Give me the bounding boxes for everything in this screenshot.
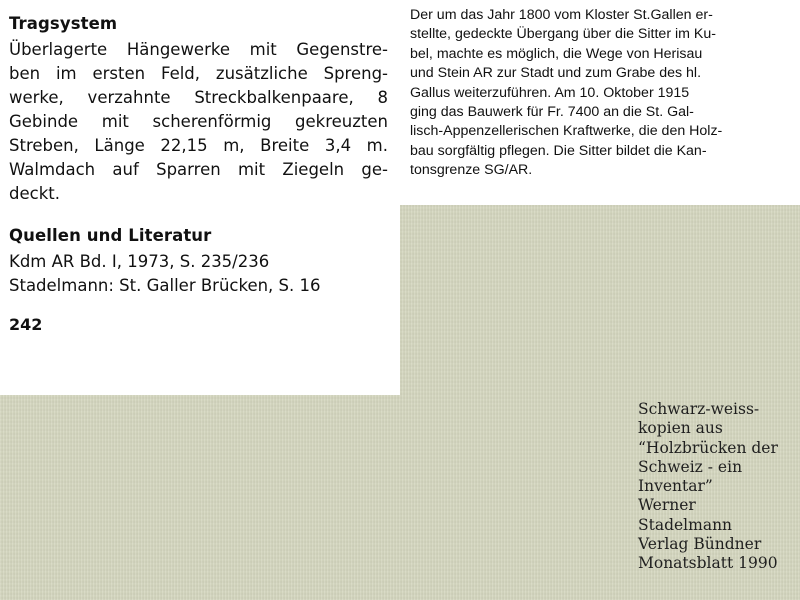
history-line: und Stein AR zur Stadt und zum Grabe des hl. [410,65,702,82]
history-line: tonsgrenze SG/AR. [410,162,533,179]
history-line: Gallus weiterzuführen. Am 10. Oktober 1915 [410,84,690,101]
source-caption [638,400,798,574]
quellen-line: Kdm AR Bd. I, 1973, S. 235/236 [9,252,270,271]
right-page-clipping [400,0,800,205]
tragsystem-line: Walmdach auf Sparren mit Ziegeln ge- [9,160,388,179]
quellen-text [9,250,388,298]
caption-line: “Holzbrücken der [638,438,778,457]
caption-line: Schweiz - ein [638,457,743,476]
quellen-line: Stadelmann: St. Galler Brücken, S. 16 [9,276,321,295]
tragsystem-line: deckt. [9,184,60,203]
left-page-clipping [0,0,400,395]
tragsystem-line: Überlagerte Hängewerke mit Gegenstre- [9,40,388,59]
heading-tragsystem: Tragsystem [9,14,118,33]
caption-line: Verlag Bündner [638,535,762,554]
history-line: bau sorgfältig pflegen. Die Sitter bildet die Kan- [410,142,707,159]
page-number: 242 [9,315,43,334]
tragsystem-line: Streben, Länge 22,15 m, Breite 3,4 m. [9,136,388,155]
history-line: ging das Bauwerk für Fr. 7400 an die St. Gal- [410,104,694,121]
caption-line: Stadelmann [638,515,733,534]
caption-line: Werner [638,496,696,515]
history-line: Der um das Jahr 1800 vom Kloster St.Gallen er- [410,7,713,23]
history-line: lisch-Appenzellerischen Kraftwerke, die den Holz- [410,123,723,140]
tragsystem-line: ben im ersten Feld, zusätzliche Spreng- [9,64,388,83]
tragsystem-text [9,38,388,206]
caption-line: Inventar” [638,477,713,496]
history-line: stellte, gedeckte Übergang über die Sitter im Ku- [410,26,716,43]
heading-quellen: Quellen und Literatur [9,226,212,245]
tragsystem-line: Gebinde mit scherenförmig gekreuzten [9,112,388,131]
caption-line: kopien aus [638,419,723,438]
history-line: bel, machte es möglich, die Wege von Herisau [410,45,703,62]
tragsystem-line: werke, verzahnte Streckbalkenpaare, 8 [9,88,388,107]
caption-line: Monatsblatt 1990 [638,554,778,573]
caption-line: Schwarz-weiss- [638,400,760,418]
